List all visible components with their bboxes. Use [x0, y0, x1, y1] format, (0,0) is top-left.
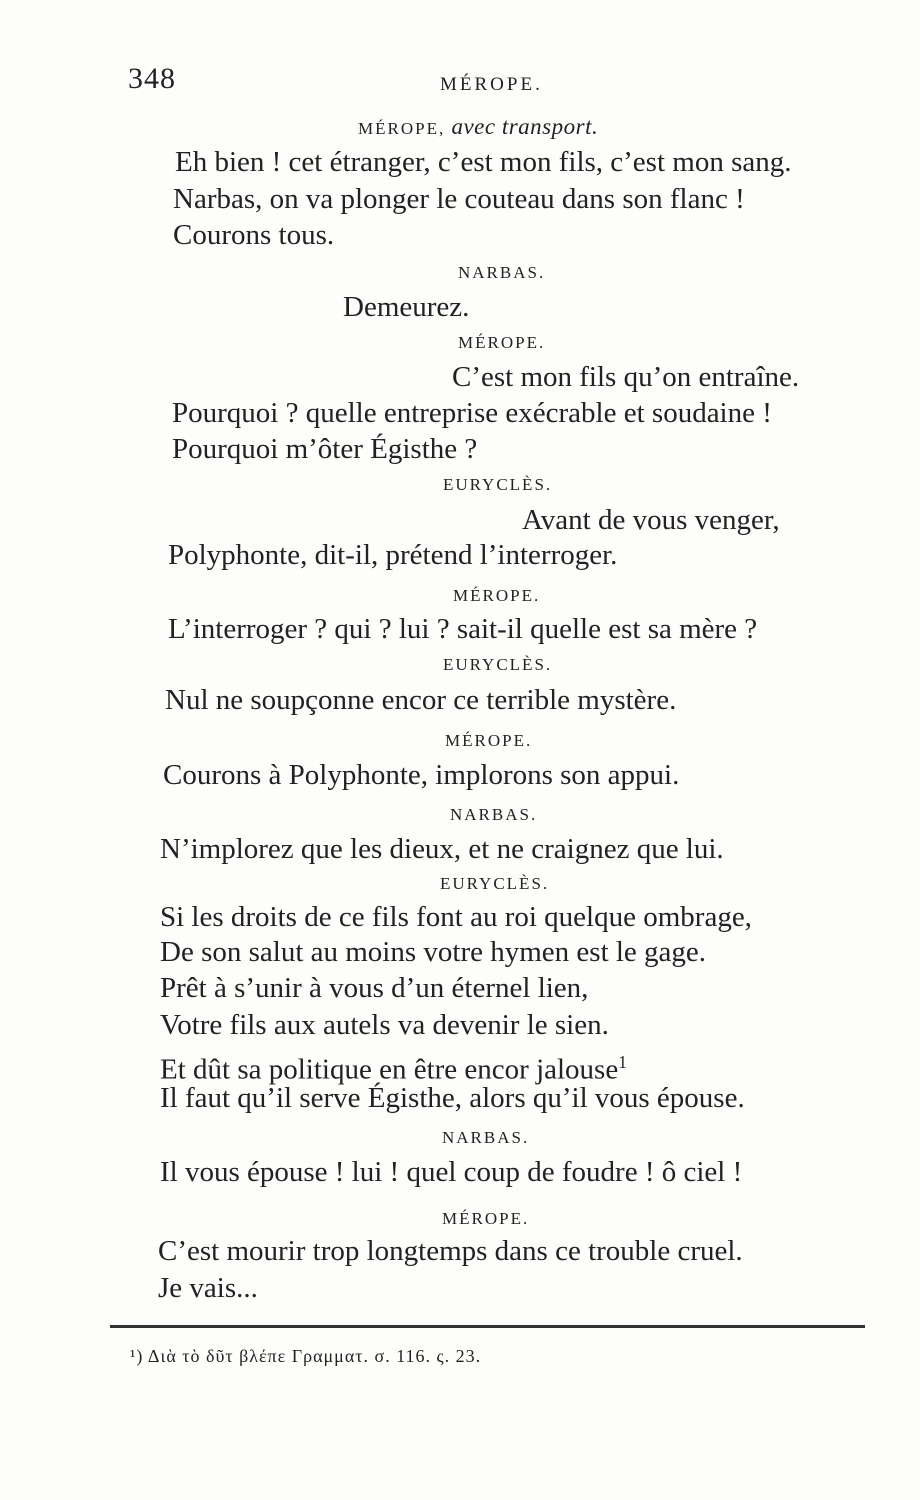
speaker-label: NARBAS.	[458, 263, 546, 282]
speaker-label: NARBAS.	[442, 1128, 530, 1147]
verse-line: Courons à Polyphonte, implorons son appui.	[163, 759, 680, 791]
speaker-label: MÉROPE.	[445, 731, 533, 750]
verse-line: Pourquoi m’ôter Égisthe ?	[172, 433, 478, 465]
verse-line: Avant de vous venger,	[522, 504, 780, 536]
speaker-label: MÉROPE.	[453, 586, 541, 605]
speaker-label: EURYCLÈS.	[440, 874, 550, 893]
verse-line: Courons tous.	[173, 219, 335, 251]
stage-direction: avec transport.	[451, 114, 599, 139]
verse-line: Polyphonte, dit-il, prétend l’interroger.	[168, 539, 618, 571]
footnote-marker: ¹)	[130, 1346, 144, 1366]
verse-line: C’est mon fils qu’on entraîne.	[452, 361, 800, 393]
verse-line: C’est mourir trop longtemps dans ce trouble cruel.	[158, 1235, 743, 1267]
verse-line: Il faut qu’il serve Égisthe, alors qu’il vous épouse.	[160, 1082, 745, 1114]
verse-line: Nul ne soupçonne encor ce terrible mystère.	[165, 684, 677, 716]
speaker-label: EURYCLÈS.	[443, 655, 553, 674]
verse-line: Je vais...	[158, 1272, 258, 1304]
verse-line: Pourquoi ? quelle entreprise exécrable et soudaine !	[172, 397, 772, 429]
footnote	[130, 1346, 481, 1367]
verse-line: Si les droits de ce fils font au roi quelque ombrage,	[160, 901, 752, 933]
verse-line: Prêt à s’unir à vous d’un éternel lien,	[160, 972, 589, 1004]
verse-line: De son salut au moins votre hymen est le gage.	[160, 936, 707, 968]
footnote-text: Διὰ τὸ δῦτ βλέπε Γραμματ. σ. 116. ς. 23.	[147, 1346, 482, 1366]
verse-line: Il vous épouse ! lui ! quel coup de foudre ! ô ciel !	[160, 1156, 743, 1188]
speaker-label	[358, 116, 598, 140]
running-head: MÉROPE.	[440, 74, 543, 95]
page-number: 348	[128, 62, 176, 95]
verse-line: L’interroger ? qui ? lui ? sait-il quelle est sa mère ?	[168, 613, 758, 645]
footnote-ref: 1	[618, 1052, 627, 1072]
speaker-label: MÉROPE.	[442, 1209, 530, 1228]
speaker-name: MÉROPE,	[358, 119, 446, 138]
speaker-label: EURYCLÈS.	[443, 475, 553, 494]
verse-line: N’implorez que les dieux, et ne craignez que lui.	[160, 833, 724, 865]
verse-line: Narbas, on va plonger le couteau dans son flanc !	[173, 183, 745, 215]
footnote-rule	[110, 1325, 865, 1328]
verse-text: Et dût sa politique en être encor jalouse	[160, 1053, 619, 1086]
speaker-label: NARBAS.	[450, 805, 538, 824]
verse-line: Demeurez.	[343, 291, 470, 323]
verse-line: Votre fils aux autels va devenir le sien.	[160, 1009, 609, 1041]
verse-line: Eh bien ! cet étranger, c’est mon fils, c’est mon sang.	[175, 146, 792, 178]
speaker-label: MÉROPE.	[458, 333, 546, 352]
